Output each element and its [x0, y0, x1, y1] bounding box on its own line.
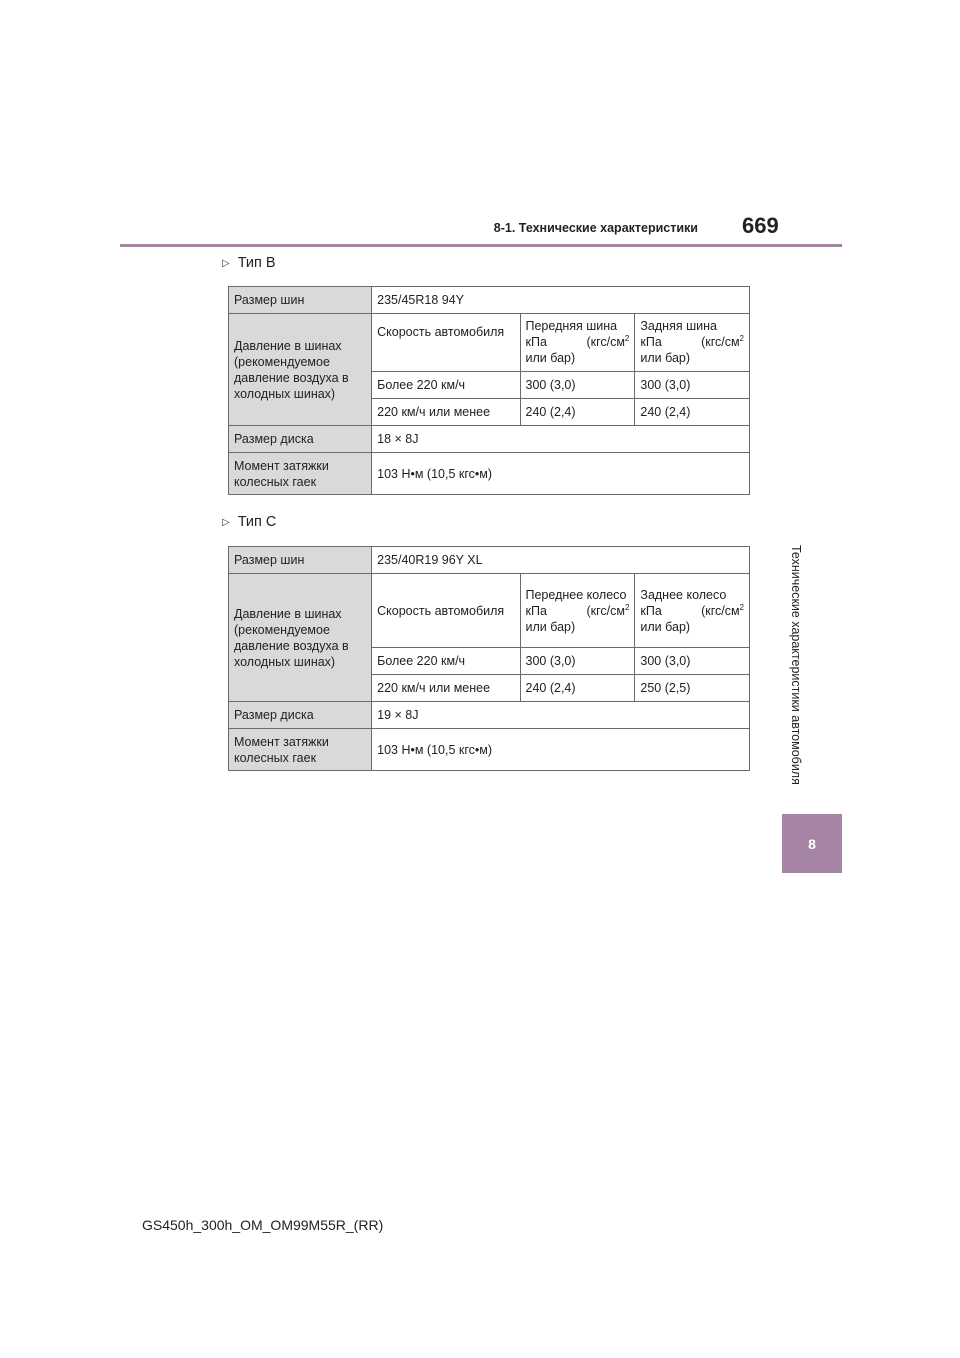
front-header-unit-alt: (кгс/см [586, 603, 625, 618]
rear-header-line3: или бар) [640, 351, 691, 365]
chapter-number: 8 [808, 835, 816, 852]
type-c-heading [222, 514, 276, 530]
rim-size-value: 19 × 8J [372, 702, 750, 729]
superscript: 2 [739, 602, 744, 612]
rear-pressure-value: 300 (3,0) [635, 648, 750, 675]
front-pressure-value: 240 (2,4) [520, 675, 635, 702]
rear-header-line2 [640, 603, 744, 619]
torque-label: Момент затяжки колесных гаек [229, 453, 372, 495]
rear-header-unit: кПа [640, 335, 662, 349]
rear-header-unit-alt: (кгс/см [701, 335, 740, 349]
pressure-label: Давление в шинах (рекомендуемое давление воздуха в холодных шинах) [229, 314, 372, 426]
section-title: 8-1. Технические характеристики [493, 221, 698, 235]
rear-header-unit: кПа [640, 603, 662, 618]
tire-size-label: Размер шин [229, 287, 372, 314]
rear-header-line2 [640, 334, 744, 350]
table-row [229, 547, 750, 574]
front-header-line1: Передняя шина [525, 319, 618, 333]
header-divider [120, 244, 842, 247]
rear-header-unit-alt: (кгс/см [701, 603, 740, 618]
speed-value: 220 км/ч или менее [372, 675, 520, 702]
rim-size-label: Размер диска [229, 426, 372, 453]
front-wheel-header [520, 574, 635, 648]
speed-header: Скорость автомобиля [372, 574, 520, 648]
document-code: GS450h_300h_OM_OM99M55R_(RR) [142, 1217, 384, 1233]
rear-header-line3: или бар) [640, 619, 691, 634]
superscript: 2 [624, 602, 630, 612]
speed-value: Более 220 км/ч [372, 648, 520, 675]
rim-size-label: Размер диска [229, 702, 372, 729]
torque-value: 103 Н•м (10,5 кгс•м) [372, 729, 750, 771]
front-header-unit-alt: (кгс/см [586, 335, 625, 349]
page-number: 669 [742, 213, 779, 238]
rear-pressure-value: 240 (2,4) [635, 399, 750, 426]
table-row [229, 729, 750, 771]
rear-pressure-value: 250 (2,5) [635, 675, 750, 702]
front-header-line1: Переднее колесо [525, 587, 627, 602]
front-pressure-value: 240 (2,4) [520, 399, 635, 426]
type-c-heading-text: Тип C [237, 514, 277, 530]
tire-size-label: Размер шин [229, 547, 372, 574]
front-tire-header [520, 314, 635, 372]
front-header-line3: или бар) [525, 619, 576, 634]
table-row [229, 426, 750, 453]
superscript: 2 [624, 333, 630, 343]
triangle-bullet-icon: ▷ [222, 516, 230, 528]
chapter-tab[interactable] [782, 814, 842, 873]
front-pressure-value: 300 (3,0) [520, 648, 635, 675]
tire-size-value: 235/45R18 94Y [372, 287, 750, 314]
rear-header-line1: Задняя шина [640, 319, 717, 333]
table-row [229, 314, 750, 372]
front-header-line2 [526, 334, 630, 350]
type-c-spec-table [228, 546, 750, 771]
rear-tire-header [635, 314, 750, 372]
front-header-unit: кПа [525, 603, 547, 618]
speed-header: Скорость автомобиля [372, 314, 520, 372]
tire-size-value: 235/40R19 96Y XL [372, 547, 750, 574]
table-row [229, 287, 750, 314]
torque-label: Момент затяжки колесных гаек [229, 729, 372, 771]
speed-value: 220 км/ч или менее [372, 399, 520, 426]
front-header-line3: или бар) [525, 351, 576, 365]
type-b-spec-table [228, 286, 750, 495]
torque-value: 103 Н•м (10,5 кгс•м) [372, 453, 750, 495]
speed-value: Более 220 км/ч [372, 372, 520, 399]
chapter-title-vertical: Технические характеристики автомобиля [789, 545, 803, 785]
triangle-bullet-icon: ▷ [222, 257, 230, 269]
pressure-label: Давление в шинах (рекомендуемое давление воздуха в холодных шинах) [229, 574, 372, 702]
rear-pressure-value: 300 (3,0) [635, 372, 750, 399]
rear-wheel-header [635, 574, 750, 648]
table-row [229, 453, 750, 495]
rim-size-value: 18 × 8J [372, 426, 750, 453]
rear-header-line1: Заднее колесо [640, 587, 727, 602]
table-row [229, 702, 750, 729]
front-header-line2 [526, 603, 630, 619]
front-header-unit: кПа [525, 335, 547, 349]
table-row [229, 574, 750, 648]
front-pressure-value: 300 (3,0) [520, 372, 635, 399]
type-b-heading [222, 255, 276, 271]
type-b-heading-text: Тип B [237, 255, 276, 271]
superscript: 2 [739, 333, 744, 343]
